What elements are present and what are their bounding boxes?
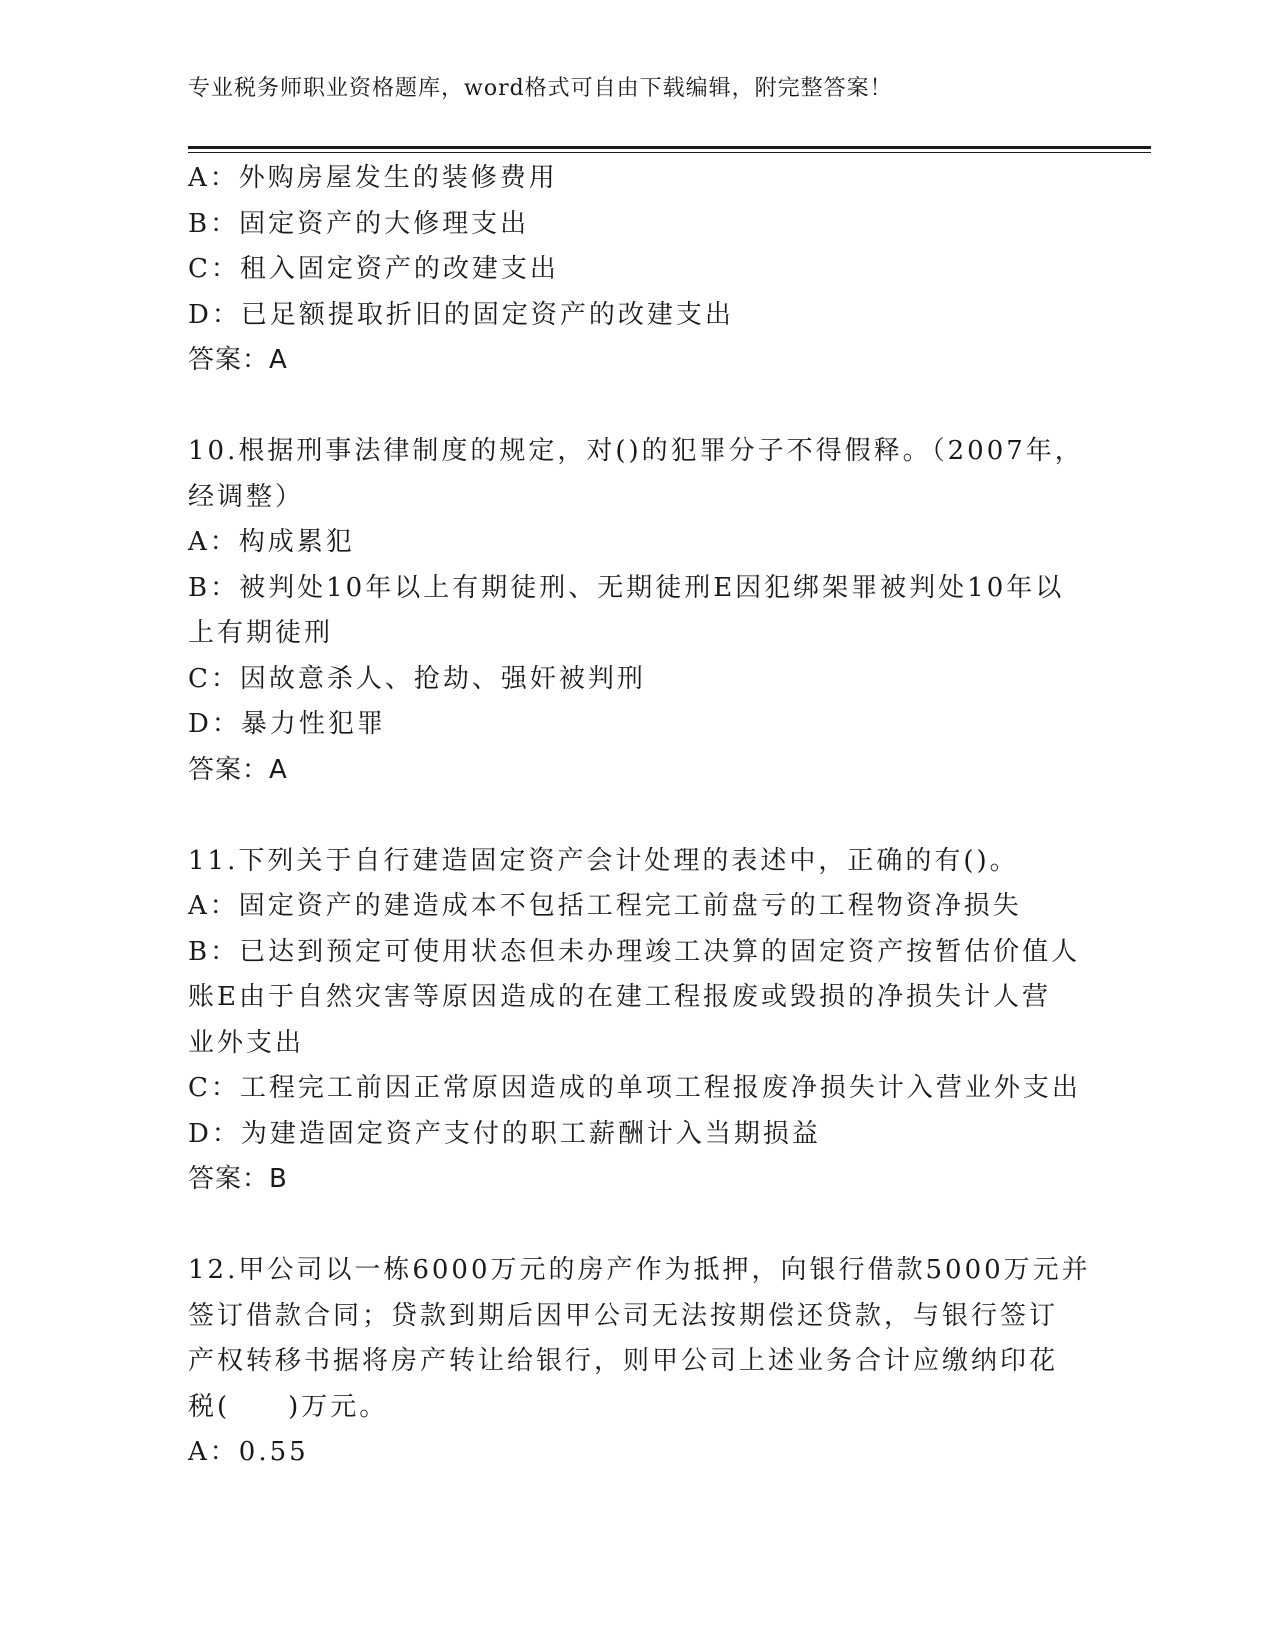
q11-option-d: D：为建造固定资产支付的职工薪酬计入当期损益 — [188, 1118, 821, 1149]
q11-stem-line-1: 11.下列关于自行建造固定资产会计处理的表述中，正确的有()。 — [188, 845, 1019, 876]
q9-answer: 答案：A — [188, 345, 288, 375]
question-9 — [188, 156, 1088, 384]
q12-stem-line-2: 签订借款合同；贷款到期后因甲公司无法按期偿还贷款，与银行签订 — [188, 1300, 1059, 1331]
q10-option-b: B：被判处10年以上有期徒刑、无期徒刑E因犯绑架罪被判处10年以 — [188, 572, 1065, 603]
question-12 — [188, 1248, 1091, 1476]
spacer — [188, 1203, 1088, 1249]
q9-option-a: A：外购房屋发生的装修费用 — [188, 163, 558, 193]
q12-stem-line-1: 12.甲公司以一栋6000万元的房产作为抵押，向银行借款5000万元并 — [188, 1255, 1091, 1285]
q11-option-c: C：工程完工前因正常原因造成的单项工程报废净损失计入营业外支出 — [188, 1073, 1081, 1103]
header-rule-thick — [188, 146, 1151, 149]
q11-answer: 答案：B — [188, 1164, 288, 1194]
q10-answer: 答案：A — [188, 754, 288, 785]
question-10 — [188, 429, 1088, 793]
q9-option-c: C：租入固定资产的改建支出 — [188, 254, 559, 284]
q9-option-b: B：固定资产的大修理支出 — [188, 208, 530, 239]
question-11 — [188, 839, 1088, 1203]
q11-option-a: A：固定资产的建造成本不包括工程完工前盘亏的工程物资净损失 — [188, 891, 1022, 921]
q10-option-c: C：因故意杀人、抢劫、强奸被判刑 — [188, 663, 646, 694]
q10-option-a: A：构成累犯 — [188, 527, 355, 557]
q12-stem-line-4: 税( )万元。 — [188, 1391, 389, 1422]
header-rule-thin — [188, 152, 1151, 153]
q11-option-b-cont-2: 业外支出 — [188, 1027, 305, 1058]
spacer — [188, 384, 1088, 430]
q10-stem-line-1: 10.根据刑事法律制度的规定，对()的犯罪分子不得假释。（2007年， — [188, 436, 1084, 466]
q10-option-d: D：暴力性犯罪 — [188, 709, 386, 739]
q11-option-b: B：已达到预定可使用状态但未办理竣工决算的固定资产按暂估价值人 — [188, 936, 1081, 967]
q9-option-d: D：已足额提取折旧的固定资产的改建支出 — [188, 299, 734, 330]
spacer — [188, 793, 1088, 839]
page-header: 专业税务师职业资格题库，word格式可自由下载编辑，附完整答案！ — [188, 76, 893, 101]
q12-stem-line-3: 产权转移书据将房产转让给银行，则甲公司上述业务合计应缴纳印花 — [188, 1346, 1059, 1376]
q11-option-b-cont-1: 账E由于自然灾害等原因造成的在建工程报废或毁损的净损失计人营 — [188, 982, 1051, 1012]
q10-option-b-cont: 上有期徒刑 — [188, 618, 334, 648]
q10-stem-line-2: 经调整） — [188, 481, 305, 512]
question-content — [188, 156, 1091, 1476]
q12-option-a: A：0.55 — [188, 1437, 309, 1467]
